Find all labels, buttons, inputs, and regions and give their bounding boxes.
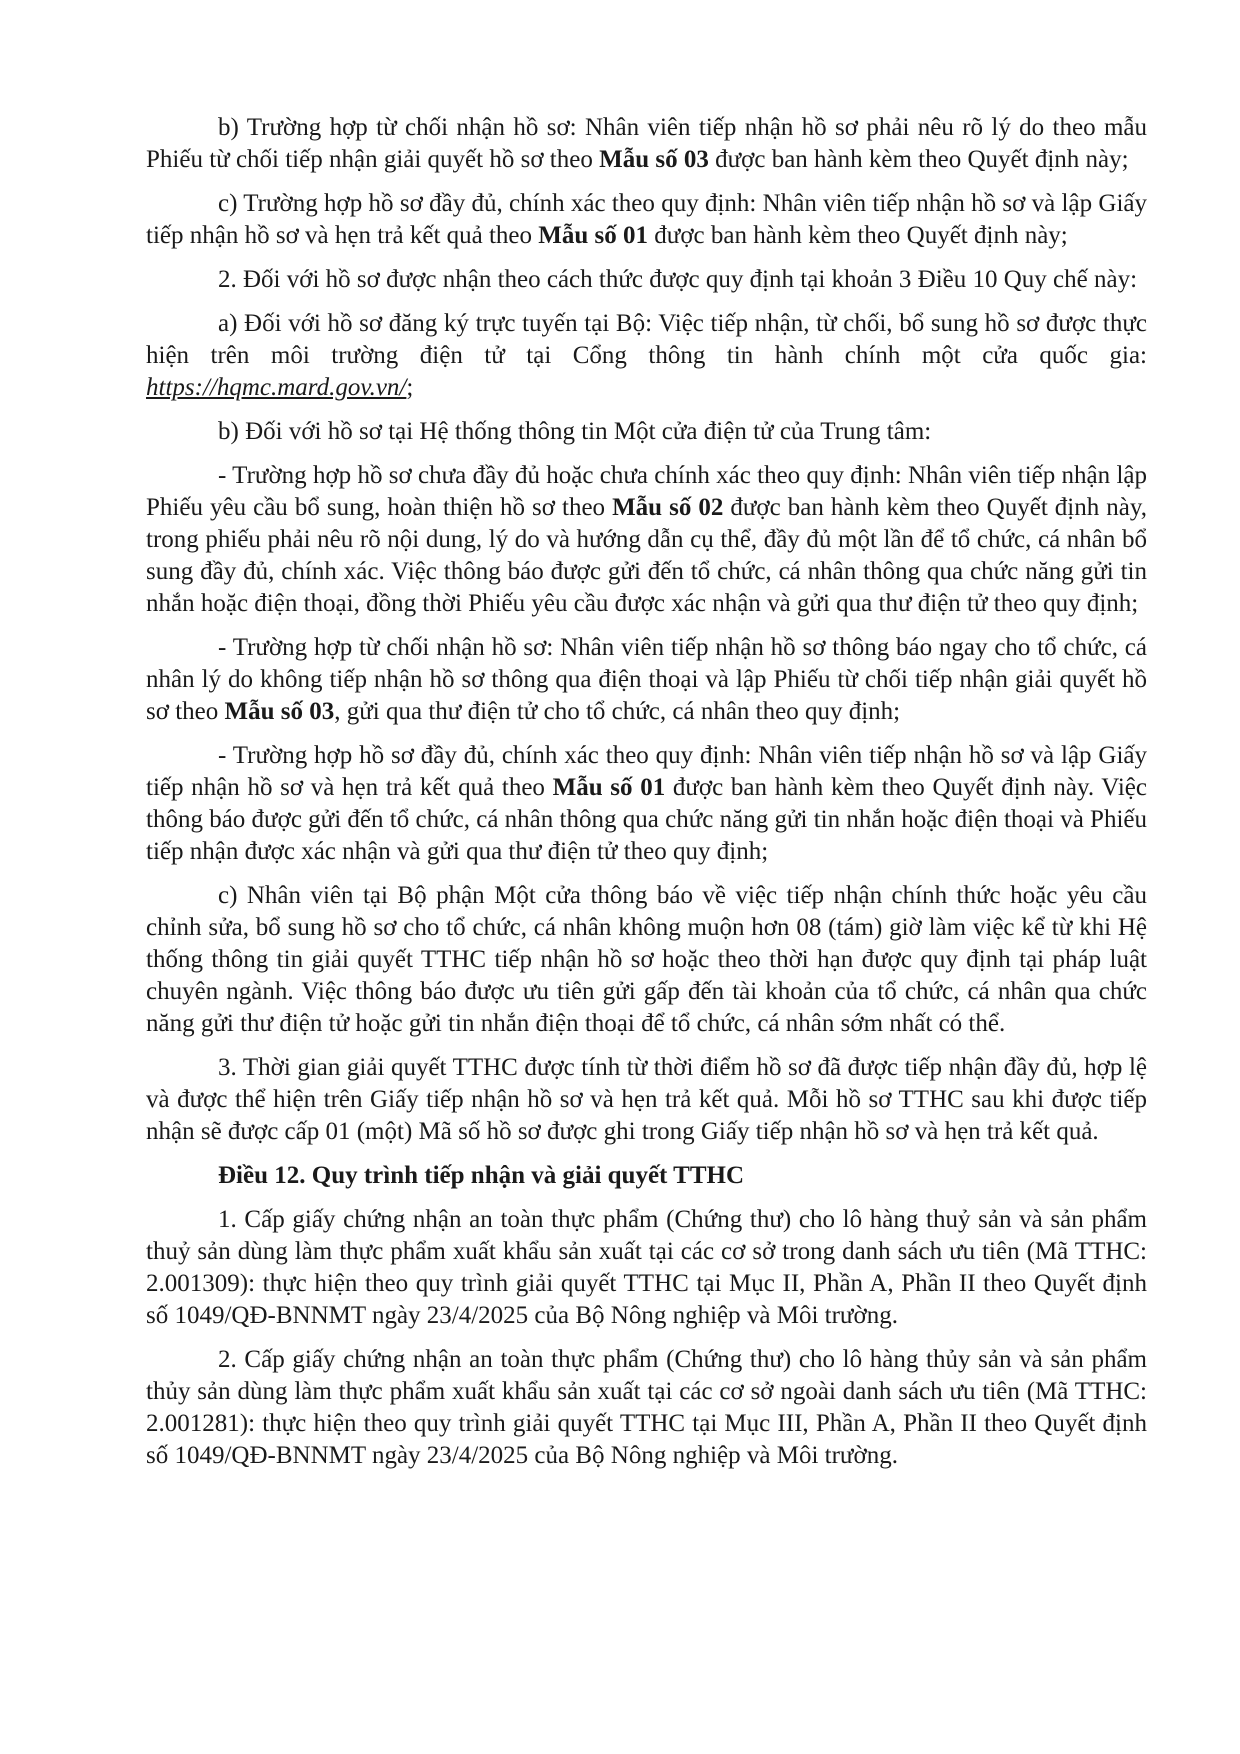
text-run: được ban hành kèm theo Quyết định này; bbox=[648, 222, 1068, 249]
portal-link[interactable]: https://hqmc.mard.gov.vn/ bbox=[146, 374, 407, 401]
paragraph-item-3: 3. Thời gian giải quyết TTHC được tính từ thời điểm hồ sơ đã được tiếp nhận đầy đủ, hợp lệ và được thể hiện trên Giấy tiếp nhận hồ sơ và hẹn trả kết quả. Mỗi hồ sơ TTHC sau khi được tiếp nhận sẽ được cấp 01 (một) Mã số hồ sơ được ghi trong Giấy tiếp nhận hồ sơ và hẹn trả kết quả. bbox=[146, 1054, 1147, 1145]
bold-form-ref: Mẫu số 02 bbox=[612, 494, 724, 521]
text-run: được ban hành kèm theo Quyết định này. Việc thông báo được gửi đến tổ chức, cá nhân thông qua chức năng gửi tin nhắn hoặc điện thoại và Phiếu tiếp nhận được xác nhận và gửi qua thư điện tử theo quy định; bbox=[146, 774, 1147, 865]
text-run: - Trường hợp hồ sơ chưa đầy đủ hoặc chưa chính xác theo quy định: Nhân viên tiếp nhận lập Phiếu yêu cầu bổ sung, hoàn thiện hồ sơ theo bbox=[146, 462, 1147, 521]
document-body bbox=[146, 112, 1147, 1484]
paragraph-incomplete bbox=[146, 460, 1147, 620]
paragraph-article12-item-1: 1. Cấp giấy chứng nhận an toàn thực phẩm (Chứng thư) cho lô hàng thuỷ sản và sản phẩm thuỷ sản dùng làm thực phẩm xuất khẩu sản xuất tại các cơ sở trong danh sách ưu tiên (Mã TTHC: 2.001309): thực hiện theo quy trình giải quyết TTHC tại Mục II, Phần A, Phần II theo Quyết định số 1049/QĐ-BNNMT ngày 23/4/2025 của Bộ Nông nghiệp và Môi trường. bbox=[146, 1206, 1147, 1329]
paragraph-notification: c) Nhân viên tại Bộ phận Một cửa thông báo về việc tiếp nhận chính thức hoặc yêu cầu chỉnh sửa, bổ sung hồ sơ cho tổ chức, cá nhân không muộn hơn 08 (tám) giờ làm việc kể từ khi Hệ thống thông tin giải quyết TTHC tiếp nhận hồ sơ hoặc theo thời hạn được quy định tại pháp luật chuyên ngành. Việc thông báo được ưu tiên gửi gấp đến tài khoản của tổ chức, cá nhân qua chức năng gửi thư điện tử hoặc gửi tin nhắn điện thoại để tổ chức, cá nhân sớm nhất có thể. bbox=[146, 882, 1147, 1037]
paragraph-complete bbox=[146, 188, 1147, 252]
text-run: c) Trường hợp hồ sơ đầy đủ, chính xác theo quy định: Nhân viên tiếp nhận hồ sơ và lập Giấy tiếp nhận hồ sơ và hẹn trả kết quả theo bbox=[146, 190, 1147, 249]
text-run: - Trường hợp từ chối nhận hồ sơ: Nhân viên tiếp nhận hồ sơ thông báo ngay cho tổ chức, cá nhân lý do không tiếp nhận hồ sơ thông qua điện thoại và lập Phiếu từ chối tiếp nhận giải quyết hồ sơ theo bbox=[146, 634, 1147, 725]
text-run: ; bbox=[406, 374, 414, 401]
text-run: , gửi qua thư điện tử cho tổ chức, cá nhân theo quy định; bbox=[334, 698, 901, 725]
paragraph-refusal bbox=[146, 112, 1147, 176]
bold-form-ref: Mẫu số 03 bbox=[224, 698, 335, 725]
bold-form-ref: Mẫu số 03 bbox=[599, 146, 709, 173]
paragraph-refusal-electronic bbox=[146, 632, 1147, 728]
paragraph-online bbox=[146, 308, 1147, 404]
text-run: được ban hành kèm theo Quyết định này; bbox=[708, 146, 1129, 173]
paragraph-complete-electronic bbox=[146, 740, 1147, 868]
text-run: b) Trường hợp từ chối nhận hồ sơ: Nhân viên tiếp nhận hồ sơ phải nêu rõ lý do theo mẫu Phiếu từ chối tiếp nhận giải quyết hồ sơ theo bbox=[146, 114, 1147, 173]
text-run: được ban hành kèm theo Quyết định này, trong phiếu phải nêu rõ nội dung, lý do và hướng dẫn cụ thể, đầy đủ một lần để tổ chức, cá nhân bổ sung đầy đủ, chính xác. Việc thông báo được gửi đến tổ chức, cá nhân thông qua chức năng gửi tin nhắn hoặc điện thoại, đồng thời Phiếu yêu cầu được xác nhận và gửi qua thư điện tử theo quy định; bbox=[146, 494, 1147, 617]
paragraph-system: b) Đối với hồ sơ tại Hệ thống thông tin Một cửa điện tử của Trung tâm: bbox=[218, 418, 932, 445]
article-12-heading: Điều 12. Quy trình tiếp nhận và giải quyết TTHC bbox=[218, 1162, 745, 1189]
text-run: - Trường hợp hồ sơ đầy đủ, chính xác theo quy định: Nhân viên tiếp nhận hồ sơ và lập Giấy tiếp nhận hồ sơ và hẹn trả kết quả theo bbox=[146, 742, 1147, 801]
paragraph-item-2: 2. Đối với hồ sơ được nhận theo cách thức được quy định tại khoản 3 Điều 10 Quy chế này: bbox=[218, 266, 1138, 293]
bold-form-ref: Mẫu số 01 bbox=[552, 774, 666, 801]
text-run: a) Đối với hồ sơ đăng ký trực tuyến tại Bộ: Việc tiếp nhận, từ chối, bổ sung hồ sơ được thực hiện trên môi trường điện tử tại Cổng thông tin hành chính một cửa quốc gia: bbox=[146, 310, 1147, 369]
bold-form-ref: Mẫu số 01 bbox=[538, 222, 649, 249]
paragraph-article12-item-2: 2. Cấp giấy chứng nhận an toàn thực phẩm (Chứng thư) cho lô hàng thủy sản và sản phẩm thủy sản dùng làm thực phẩm xuất khẩu sản xuất tại các cơ sở ngoài danh sách ưu tiên (Mã TTHC: 2.001281): thực hiện theo quy trình giải quyết TTHC tại Mục III, Phần A, Phần II theo Quyết định số 1049/QĐ-BNNMT ngày 23/4/2025 của Bộ Nông nghiệp và Môi trường. bbox=[146, 1346, 1147, 1469]
